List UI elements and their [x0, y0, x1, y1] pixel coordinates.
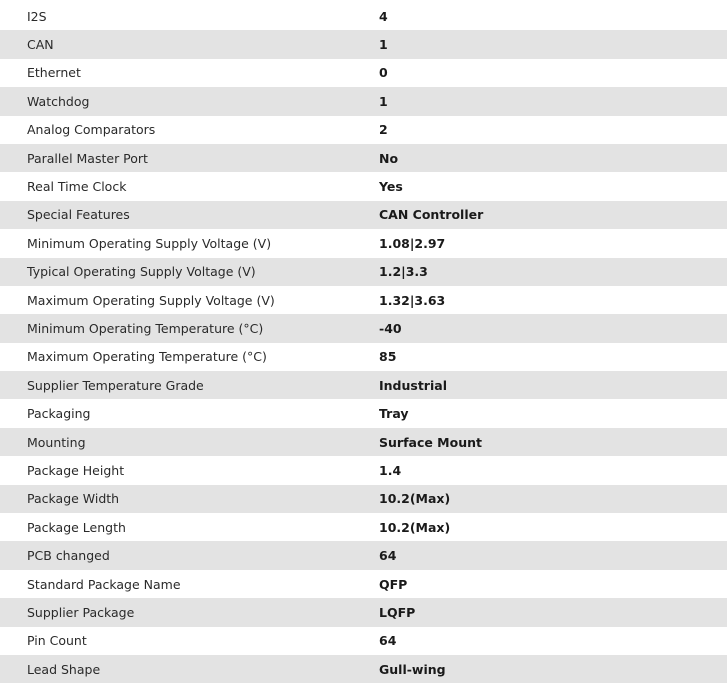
spec-row: [0, 570, 727, 598]
spec-value: Tray: [379, 406, 409, 422]
spec-label: PCB changed: [27, 548, 110, 564]
spec-label: Package Width: [27, 491, 120, 507]
spec-row: [0, 229, 727, 257]
spec-value: 2: [379, 122, 388, 138]
spec-label: Special Features: [27, 207, 130, 223]
spec-row: [0, 144, 727, 172]
spec-row: [0, 513, 727, 541]
spec-label: Standard Package Name: [27, 576, 181, 592]
spec-row: [0, 627, 727, 655]
spec-value: -40: [379, 320, 402, 336]
spec-value: 1.08|2.97: [379, 235, 446, 251]
spec-value: Gull-wing: [379, 661, 446, 677]
spec-label: Lead Shape: [27, 661, 101, 677]
spec-value: 1: [379, 37, 388, 53]
spec-label: Mounting: [27, 434, 86, 450]
spec-row: [0, 116, 727, 144]
spec-label: CAN: [27, 37, 54, 53]
spec-label: Package Height: [27, 462, 125, 478]
spec-label: Package Length: [27, 519, 126, 535]
spec-label: Supplier Package: [27, 604, 135, 620]
spec-row: [0, 258, 727, 286]
spec-value: 0: [379, 65, 388, 81]
spec-row: [0, 541, 727, 569]
spec-row: [0, 485, 727, 513]
spec-value: 64: [379, 633, 397, 649]
spec-value: 10.2(Max): [379, 491, 451, 507]
spec-value: 4: [379, 8, 388, 24]
spec-label: Parallel Master Port: [27, 150, 148, 166]
spec-row: [0, 399, 727, 427]
spec-row: [0, 30, 727, 58]
spec-row: [0, 172, 727, 200]
spec-row: [0, 201, 727, 229]
spec-label: Real Time Clock: [27, 179, 127, 195]
spec-value: Industrial: [379, 377, 447, 393]
spec-label: Analog Comparators: [27, 122, 156, 138]
spec-row: [0, 371, 727, 399]
spec-table: [0, 2, 727, 683]
spec-row: [0, 286, 727, 314]
spec-row: [0, 655, 727, 683]
spec-label: Ethernet: [27, 65, 81, 81]
spec-value: 85: [379, 349, 397, 365]
spec-label: Pin Count: [27, 633, 87, 649]
spec-value: QFP: [379, 576, 408, 592]
spec-label: Supplier Temperature Grade: [27, 377, 204, 393]
spec-row: [0, 2, 727, 30]
spec-label: I2S: [27, 8, 47, 24]
spec-value: 64: [379, 548, 397, 564]
spec-label: Watchdog: [27, 93, 90, 109]
spec-row: [0, 598, 727, 626]
spec-row: [0, 87, 727, 115]
spec-label: Maximum Operating Temperature (°C): [27, 349, 267, 365]
spec-value: LQFP: [379, 604, 416, 620]
spec-row: [0, 59, 727, 87]
spec-value: 1.32|3.63: [379, 292, 446, 308]
spec-row: [0, 428, 727, 456]
spec-value: No: [379, 150, 399, 166]
spec-label: Typical Operating Supply Voltage (V): [27, 264, 256, 280]
spec-row: [0, 314, 727, 342]
spec-label: Minimum Operating Supply Voltage (V): [27, 235, 272, 251]
spec-row: [0, 456, 727, 484]
spec-value: Surface Mount: [379, 434, 482, 450]
spec-table-body: [0, 2, 727, 683]
spec-row: [0, 343, 727, 371]
spec-label: Maximum Operating Supply Voltage (V): [27, 292, 275, 308]
spec-label: Minimum Operating Temperature (°C): [27, 320, 264, 336]
spec-value: 10.2(Max): [379, 519, 451, 535]
spec-value: 1.4: [379, 462, 402, 478]
spec-value: 1.2|3.3: [379, 264, 428, 280]
spec-value: Yes: [379, 179, 403, 195]
spec-label: Packaging: [27, 406, 91, 422]
spec-value: CAN Controller: [379, 207, 484, 223]
spec-value: 1: [379, 93, 388, 109]
